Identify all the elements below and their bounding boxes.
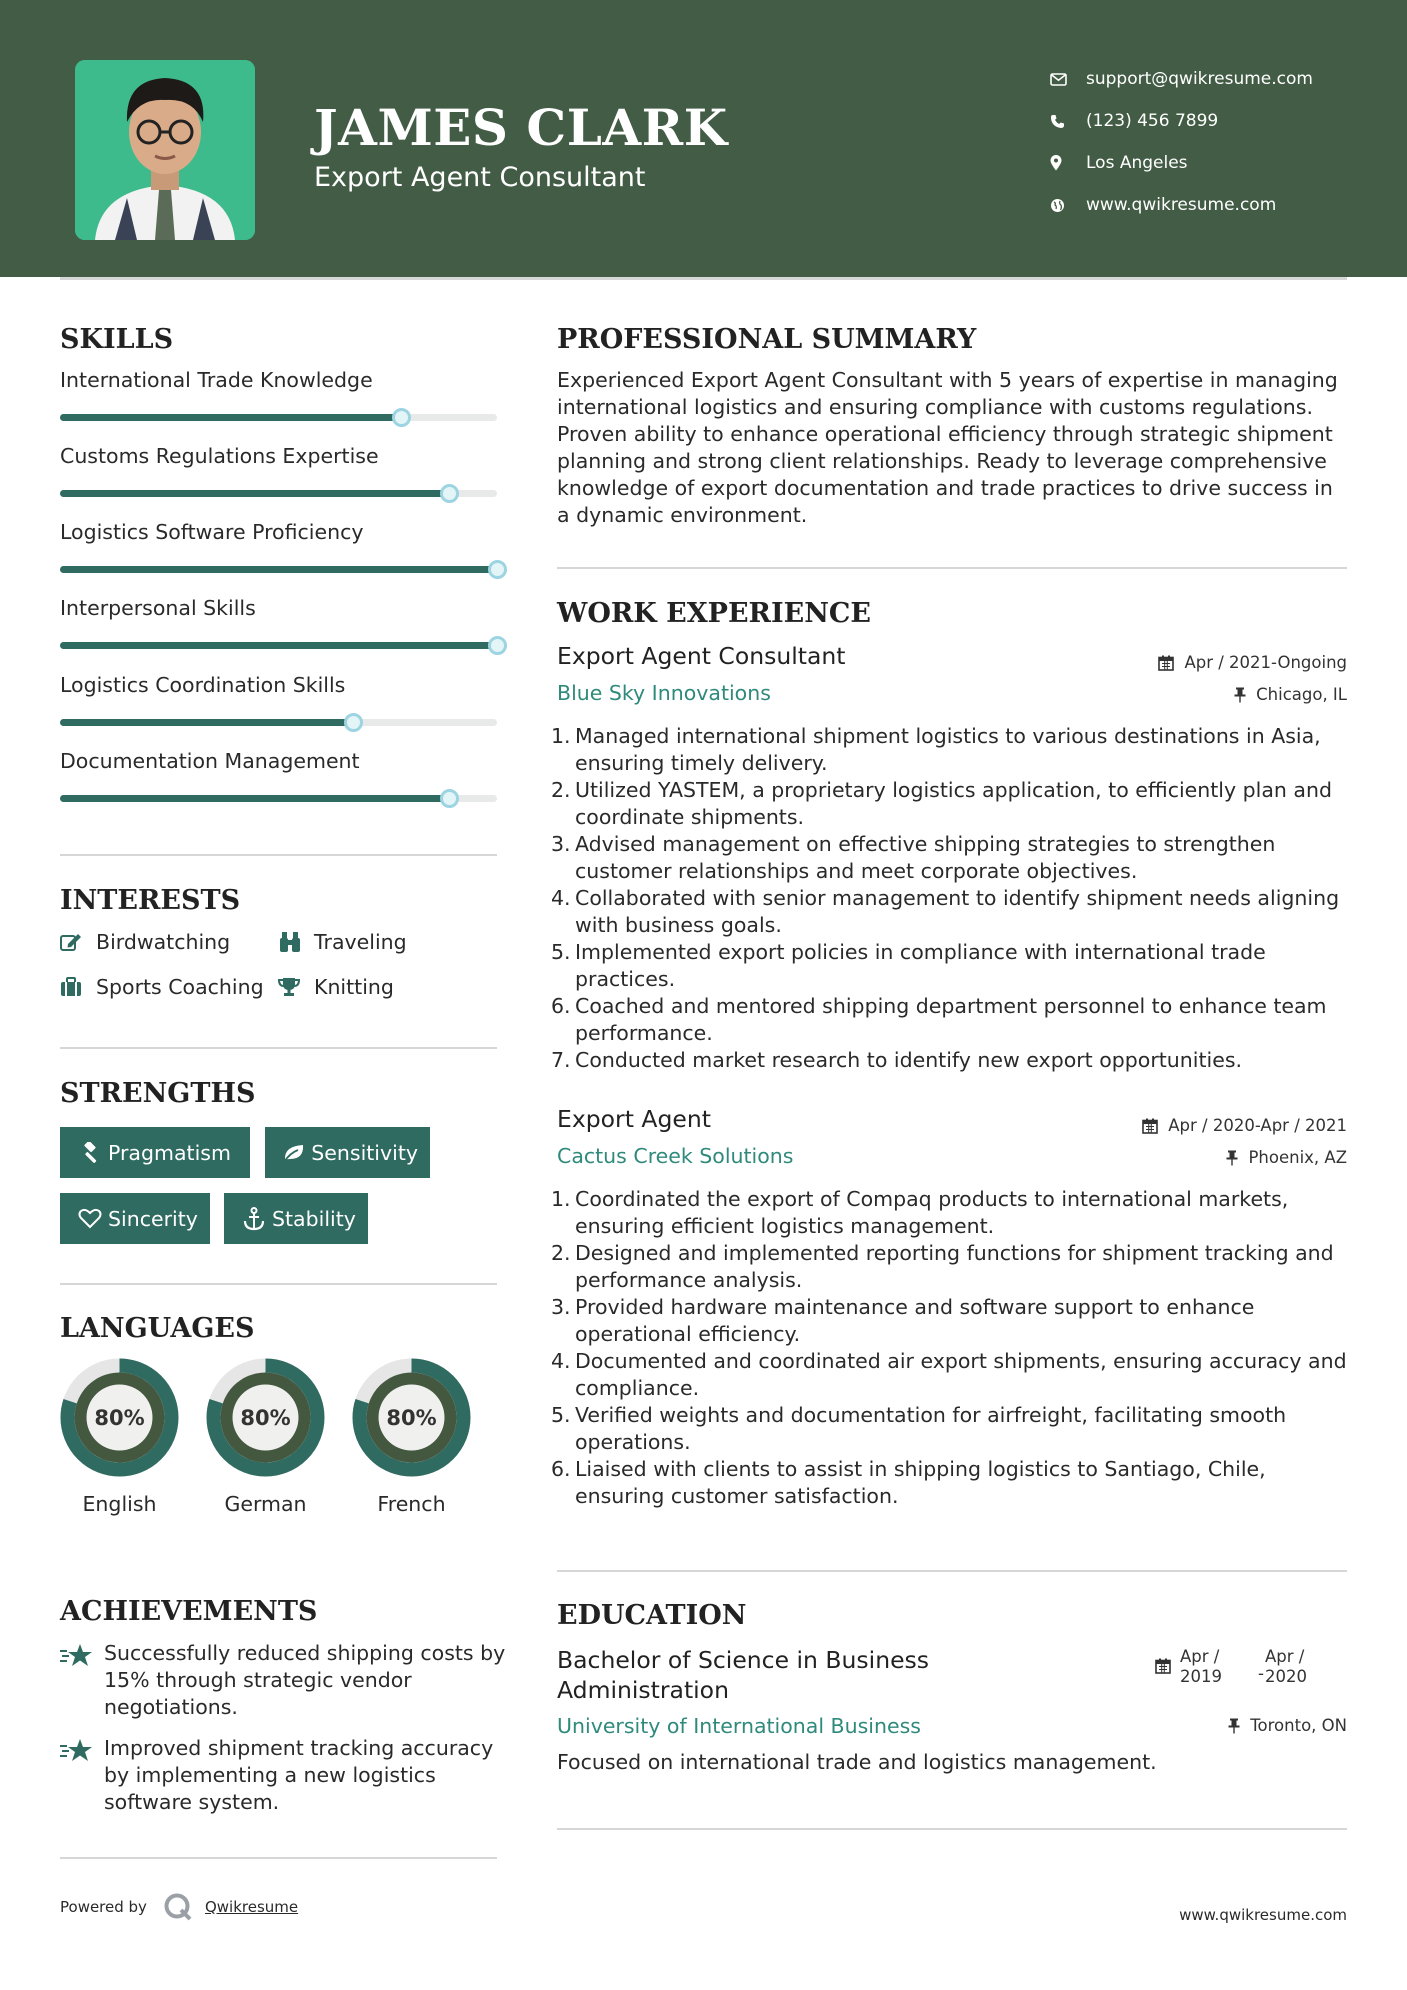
job-bullet: 2. Utilized YASTEM, a proprietary logistics application, to efficiently plan and coordinate shipments. <box>551 778 1332 829</box>
contact-website[interactable] <box>1050 184 1313 226</box>
footer-website[interactable]: www.qwikresume.com <box>1179 1906 1347 1924</box>
skill-bar <box>60 719 497 726</box>
briefcase-icon <box>60 977 96 997</box>
interest-label: Knitting <box>314 975 394 999</box>
envelope-icon <box>1050 73 1086 86</box>
job-location-text: Chicago, IL <box>1256 685 1347 704</box>
pushpin-icon <box>1226 1150 1238 1166</box>
skill-bar-knob <box>344 713 363 732</box>
summary-text: Experienced Export Agent Consultant with 5 years of expertise in managing international logistics and ensuring compliance with customs regulations. Proven ability to enhance operational efficiency through strategic shipment planning and strong client relationships. Ready to leverage comprehensive knowledge of export documentation and trade practices to drive success in a dynamic environment. <box>557 368 1338 527</box>
job-bullet: 1. Coordinated the export of Compaq products to international markets, ensuring efficient logistics management. <box>551 1187 1289 1238</box>
job-bullet: 4. Collaborated with senior management to identify shipment needs aligning with business goals. <box>551 886 1340 937</box>
edu-description: Focused on international trade and logistics management. <box>557 1750 1157 1774</box>
qwikresume-logo-icon <box>163 1892 193 1922</box>
skill-bar <box>60 642 497 649</box>
section-divider <box>60 1047 497 1049</box>
job-date-text: Apr / 2020-Apr / 2021 <box>1168 1116 1347 1135</box>
edu-date-end-line: 2020 <box>1265 1667 1307 1686</box>
pushpin-icon <box>1234 687 1246 703</box>
job-bullet-list <box>551 1186 1347 1510</box>
achievement-text: Improved shipment tracking accuracy by implementing a new logistics software system. <box>104 1736 494 1814</box>
language-ring <box>351 1357 472 1478</box>
education-heading: EDUCATION <box>557 1600 747 1631</box>
skill-bar-fill <box>60 566 497 573</box>
language-item <box>59 1357 180 1516</box>
contact-phone-text: (123) 456 7899 <box>1086 111 1219 131</box>
edu-date-separator: - <box>1258 1664 1264 1683</box>
pushpin-icon <box>1228 1718 1240 1734</box>
strength-label: Sensitivity <box>311 1140 418 1165</box>
candidate-title: Export Agent Consultant <box>314 162 646 193</box>
edu-date-start-line: Apr / <box>1180 1647 1220 1666</box>
heart-icon <box>72 1208 108 1229</box>
profile-photo <box>75 60 255 240</box>
skills-heading: SKILLS <box>60 324 174 355</box>
avatar <box>75 60 255 240</box>
contact-email-text: support@qwikresume.com <box>1086 69 1313 89</box>
job-bullet-text: Collaborated with senior management to identify shipment needs aligning with business goals. <box>575 886 1340 937</box>
phone-icon <box>1050 114 1086 129</box>
job-bullet-text: Utilized YASTEM, a proprietary logistics application, to efficiently plan and coordinate shipments. <box>575 778 1332 829</box>
skill-bar-knob <box>488 560 507 579</box>
interest-label: Traveling <box>314 930 407 954</box>
achievement-item <box>60 1735 510 1816</box>
footer-powered-by <box>60 1892 298 1922</box>
skill-label: International Trade Knowledge <box>60 368 373 392</box>
anchor-icon <box>236 1207 272 1231</box>
job-location-text: Phoenix, AZ <box>1248 1148 1347 1167</box>
job-bullet-text: Documented and coordinated air export shipments, ensuring accuracy and compliance. <box>575 1349 1347 1400</box>
qwikresume-link[interactable]: Qwikresume <box>204 1898 299 1916</box>
interests-heading: INTERESTS <box>60 885 241 916</box>
degree-title-line: Bachelor of Science in Business <box>557 1646 930 1674</box>
summary-heading: PROFESSIONAL SUMMARY <box>557 324 977 355</box>
skill-bar-knob <box>488 636 507 655</box>
degree-title-line: Administration <box>557 1676 729 1704</box>
edu-date-end <box>1265 1647 1307 1687</box>
map-marker-icon <box>1050 155 1086 171</box>
strength-badge <box>60 1127 250 1178</box>
language-label: German <box>224 1492 307 1516</box>
skill-bar-knob <box>440 484 459 503</box>
skill-label: Logistics Software Proficiency <box>60 520 364 544</box>
job-bullet-text: Conducted market research to identify new export opportunities. <box>575 1048 1243 1072</box>
strength-label: Stability <box>272 1206 356 1231</box>
binoculars-icon <box>278 931 314 953</box>
section-divider <box>557 567 1347 569</box>
job-bullet-text: Designed and implemented reporting functions for shipment tracking and performance analysis. <box>575 1241 1334 1292</box>
contact-website-text: www.qwikresume.com <box>1086 195 1277 215</box>
languages-heading: LANGUAGES <box>60 1313 255 1344</box>
achievements-heading: ACHIEVEMENTS <box>60 1596 318 1627</box>
job-bullet: 1. Managed international shipment logistics to various destinations in Asia, ensuring timely delivery. <box>551 724 1321 775</box>
job-bullet: 3. Provided hardware maintenance and software support to enhance operational efficiency. <box>551 1295 1255 1346</box>
skill-bar-fill <box>60 719 353 726</box>
language-label: French <box>377 1492 446 1516</box>
skill-bar-fill <box>60 414 401 421</box>
experience-heading: WORK EXPERIENCE <box>557 598 871 629</box>
contact-list <box>1050 58 1313 226</box>
contact-location <box>1050 142 1313 184</box>
candidate-name: JAMES CLARK <box>314 98 728 157</box>
contact-email[interactable] <box>1050 58 1313 100</box>
language-label: English <box>82 1492 157 1516</box>
section-divider <box>557 1570 1347 1572</box>
job-location <box>1234 685 1347 704</box>
school-name: University of International Business <box>557 1714 921 1738</box>
job-bullet-text: Verified weights and documentation for airfreight, facilitating smooth operations. <box>575 1403 1287 1454</box>
language-ring <box>59 1357 180 1478</box>
job-title: Export Agent Consultant <box>557 642 846 670</box>
contact-location-text: Los Angeles <box>1086 153 1188 173</box>
company-name: Blue Sky Innovations <box>557 681 771 705</box>
language-item <box>205 1357 326 1516</box>
edu-date-start <box>1180 1647 1222 1687</box>
strength-badge <box>265 1127 430 1178</box>
job-bullet: 2. Designed and implemented reporting functions for shipment tracking and performance analysis. <box>551 1241 1334 1292</box>
skill-bar-fill <box>60 795 449 802</box>
calendar-icon <box>1155 1658 1171 1678</box>
powered-by-text: Powered by <box>60 1898 147 1916</box>
skill-bar <box>60 490 497 497</box>
achievement-text: Successfully reduced shipping costs by 15% through strategic vendor negotiations. <box>104 1641 506 1719</box>
interest-item <box>278 930 407 954</box>
edu-location <box>1228 1716 1347 1735</box>
job-bullet: 5. Implemented export policies in compliance with international trade practices. <box>551 940 1266 991</box>
job-date-text: Apr / 2021-Ongoing <box>1184 653 1347 672</box>
globe-icon <box>1050 198 1086 213</box>
skill-bar-knob <box>392 408 411 427</box>
section-divider <box>60 854 497 856</box>
header-divider <box>60 277 1347 280</box>
interest-label: Sports Coaching <box>96 975 264 999</box>
edit-icon <box>60 932 96 952</box>
gavel-icon <box>72 1142 108 1164</box>
job-bullet: 4. Documented and coordinated air export shipments, ensuring accuracy and compliance. <box>551 1349 1347 1400</box>
job-bullet-text: Advised management on effective shipping strategies to strengthen customer relationships and meet corporate objectives. <box>575 832 1276 883</box>
job-bullet-text: Coached and mentored shipping department personnel to enhance team performance. <box>575 994 1327 1045</box>
achievement-item <box>60 1640 510 1721</box>
job-bullet: 6. Coached and mentored shipping department personnel to enhance team performance. <box>551 994 1327 1045</box>
strengths-heading: STRENGTHS <box>60 1078 256 1109</box>
language-item <box>351 1357 472 1516</box>
edu-date-end-line: Apr / <box>1265 1647 1305 1666</box>
strength-badge <box>60 1193 210 1244</box>
interest-label: Birdwatching <box>96 930 231 954</box>
interest-item <box>278 975 394 999</box>
job-bullet-list <box>551 723 1347 1074</box>
job-bullet-text: Provided hardware maintenance and software support to enhance operational efficiency. <box>575 1295 1255 1346</box>
skill-label: Interpersonal Skills <box>60 596 256 620</box>
skill-label: Documentation Management <box>60 749 360 773</box>
interest-item <box>60 930 230 954</box>
job-bullet: 5. Verified weights and documentation for airfreight, facilitating smooth operations. <box>551 1403 1287 1454</box>
job-title: Export Agent <box>557 1105 711 1133</box>
job-bullet: 7. Conducted market research to identify new export opportunities. <box>551 1048 1243 1072</box>
leaf-icon <box>277 1143 311 1163</box>
strength-badge <box>224 1193 368 1244</box>
job-bullet: 3. Advised management on effective shipping strategies to strengthen customer relationships and meet corporate objectives. <box>551 832 1276 883</box>
job-bullet: 6. Liaised with clients to assist in shipping logistics to Santiago, Chile, ensuring customer satisfaction. <box>551 1457 1266 1508</box>
section-divider <box>557 1828 1347 1830</box>
calendar-icon <box>1142 1118 1158 1134</box>
skill-label: Logistics Coordination Skills <box>60 673 346 697</box>
skill-bar-knob <box>440 789 459 808</box>
job-bullet-text: Implemented export policies in compliance with international trade practices. <box>575 940 1266 991</box>
language-percent: 80% <box>94 1406 145 1430</box>
contact-phone[interactable] <box>1050 100 1313 142</box>
skill-bar <box>60 414 497 421</box>
job-bullet-text: Managed international shipment logistics to various destinations in Asia, ensuring timely delivery. <box>575 724 1321 775</box>
company-name: Cactus Creek Solutions <box>557 1144 794 1168</box>
calendar-icon <box>1158 655 1174 671</box>
degree-title <box>557 1645 929 1705</box>
edu-date-start-line: 2019 <box>1180 1667 1222 1686</box>
skill-label: Customs Regulations Expertise <box>60 444 379 468</box>
interest-item <box>60 975 264 999</box>
skill-bar-fill <box>60 490 449 497</box>
star-icon <box>60 1735 104 1816</box>
skill-bar-fill <box>60 642 497 649</box>
edu-location-text: Toronto, ON <box>1250 1716 1347 1735</box>
star-icon <box>60 1640 104 1721</box>
section-divider <box>60 1857 497 1859</box>
language-ring <box>205 1357 326 1478</box>
job-location <box>1226 1148 1347 1167</box>
job-bullet-text: Liaised with clients to assist in shipping logistics to Santiago, Chile, ensuring customer satisfaction. <box>575 1457 1266 1508</box>
language-percent: 80% <box>386 1406 437 1430</box>
strength-label: Pragmatism <box>108 1140 231 1165</box>
language-percent: 80% <box>240 1406 291 1430</box>
section-divider <box>60 1283 497 1285</box>
skill-bar <box>60 795 497 802</box>
skill-bar <box>60 566 497 573</box>
job-date <box>1142 1116 1347 1135</box>
job-bullet-text: Coordinated the export of Compaq products to international markets, ensuring efficient logistics management. <box>575 1187 1289 1238</box>
strength-label: Sincerity <box>108 1206 198 1231</box>
trophy-icon <box>278 976 314 998</box>
resume-header <box>0 0 1407 277</box>
job-date <box>1158 653 1347 672</box>
